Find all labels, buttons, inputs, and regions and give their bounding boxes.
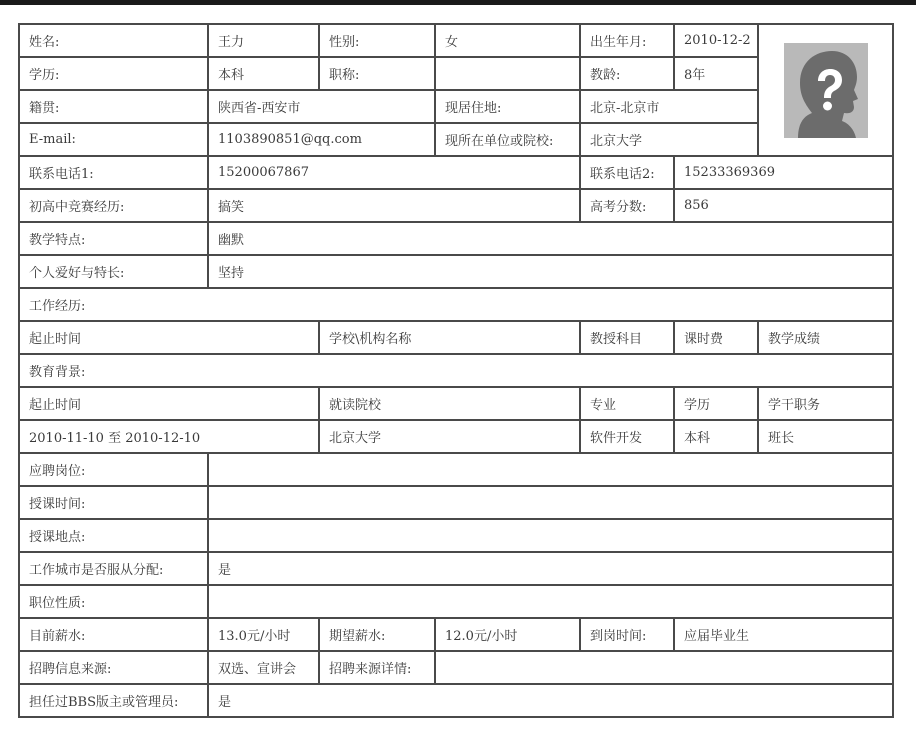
work-header-achievement: 教学成绩: [758, 321, 893, 354]
table-row: [19, 420, 893, 453]
city-assign-label: 工作城市是否服从分配:: [19, 552, 208, 585]
row-salary: [19, 618, 893, 651]
expected-salary-value: 12.0元/小时: [435, 618, 580, 651]
row-name: [19, 24, 893, 57]
gaokao-label: 高考分数:: [580, 189, 674, 222]
row-city-assign: [19, 552, 893, 585]
work-header-school: 学校\机构名称: [319, 321, 580, 354]
hobbies-value: 坚持: [208, 255, 893, 288]
competition-value: 搞笑: [208, 189, 580, 222]
current-org-label: 现所在单位或院校:: [435, 123, 580, 156]
work-experience-title: 工作经历:: [19, 288, 893, 321]
phone2-label: 联系电话2:: [580, 156, 674, 189]
edu-role: 班长: [758, 420, 893, 453]
work-header-subject: 教授科目: [580, 321, 674, 354]
edu-header-role: 学干职务: [758, 387, 893, 420]
hometown-value: 陕西省-西安市: [208, 90, 435, 123]
edu-period: 2010-11-10 至 2010-12-10: [19, 420, 319, 453]
job-nature-label: 职位性质:: [19, 585, 208, 618]
email-label: E-mail:: [19, 123, 208, 156]
current-salary-label: 目前薪水:: [19, 618, 208, 651]
row-competition: [19, 189, 893, 222]
expected-salary-label: 期望薪水:: [319, 618, 435, 651]
work-header-fee: 课时费: [674, 321, 758, 354]
teaching-features-label: 教学特点:: [19, 222, 208, 255]
source-detail-value: [435, 651, 893, 684]
photo-cell: [758, 24, 893, 156]
row-phone: [19, 156, 893, 189]
gender-label: 性别:: [319, 24, 435, 57]
residence-value: 北京-北京市: [580, 90, 758, 123]
education-label: 学历:: [19, 57, 208, 90]
row-job-nature: [19, 585, 893, 618]
phone2-value: 15233369369: [674, 156, 893, 189]
teaching-years-label: 教龄:: [580, 57, 674, 90]
row-bbs: [19, 684, 893, 717]
name-label: 姓名:: [19, 24, 208, 57]
position-applied-value: [208, 453, 893, 486]
current-salary-value: 13.0元/小时: [208, 618, 319, 651]
job-nature-value: [208, 585, 893, 618]
row-teaching-features: [19, 222, 893, 255]
teaching-features-value: 幽默: [208, 222, 893, 255]
edu-header-major: 专业: [580, 387, 674, 420]
title-value: [435, 57, 580, 90]
bbs-moderator-label: 担任过BBS版主或管理员:: [19, 684, 208, 717]
residence-label: 现居住地:: [435, 90, 580, 123]
source-value: 双选、宣讲会: [208, 651, 319, 684]
source-detail-label: 招聘来源详情:: [319, 651, 435, 684]
city-assign-value: 是: [208, 552, 893, 585]
title-label: 职称:: [319, 57, 435, 90]
arrival-time-value: 应届毕业生: [674, 618, 893, 651]
bbs-moderator-value: 是: [208, 684, 893, 717]
work-experience-header-row: [19, 321, 893, 354]
edu-header-school: 就读院校: [319, 387, 580, 420]
education-background-title: 教育背景:: [19, 354, 893, 387]
phone1-value: 15200067867: [208, 156, 580, 189]
row-teaching-time: [19, 486, 893, 519]
edu-major: 软件开发: [580, 420, 674, 453]
edu-header-degree: 学历: [674, 387, 758, 420]
email-value: 1103890851@qq.com: [208, 123, 435, 156]
row-education-background-title: [19, 354, 893, 387]
hobbies-label: 个人爱好与特长:: [19, 255, 208, 288]
edu-school: 北京大学: [319, 420, 580, 453]
resume-table: [18, 23, 894, 718]
row-work-experience-title: [19, 288, 893, 321]
gaokao-value: 856: [674, 189, 893, 222]
arrival-time-label: 到岗时间:: [580, 618, 674, 651]
birth-value: 2010-12-2: [674, 24, 758, 57]
birth-label: 出生年月:: [580, 24, 674, 57]
name-value: 王力: [208, 24, 319, 57]
edu-degree: 本科: [674, 420, 758, 453]
work-header-period: 起止时间: [19, 321, 319, 354]
competition-label: 初高中竞赛经历:: [19, 189, 208, 222]
education-header-row: [19, 387, 893, 420]
edu-header-period: 起止时间: [19, 387, 319, 420]
position-applied-label: 应聘岗位:: [19, 453, 208, 486]
row-hobbies: [19, 255, 893, 288]
row-source: [19, 651, 893, 684]
phone1-label: 联系电话1:: [19, 156, 208, 189]
current-org-value: 北京大学: [580, 123, 758, 156]
source-label: 招聘信息来源:: [19, 651, 208, 684]
teaching-years-value: 8年: [674, 57, 758, 90]
row-teaching-place: [19, 519, 893, 552]
row-position-applied: [19, 453, 893, 486]
gender-value: 女: [435, 24, 580, 57]
top-border-bar: [0, 0, 916, 5]
education-value: 本科: [208, 57, 319, 90]
teaching-place-value: [208, 519, 893, 552]
unknown-person-avatar-icon: [784, 43, 868, 138]
teaching-time-value: [208, 486, 893, 519]
teaching-time-label: 授课时间:: [19, 486, 208, 519]
teaching-place-label: 授课地点:: [19, 519, 208, 552]
hometown-label: 籍贯:: [19, 90, 208, 123]
